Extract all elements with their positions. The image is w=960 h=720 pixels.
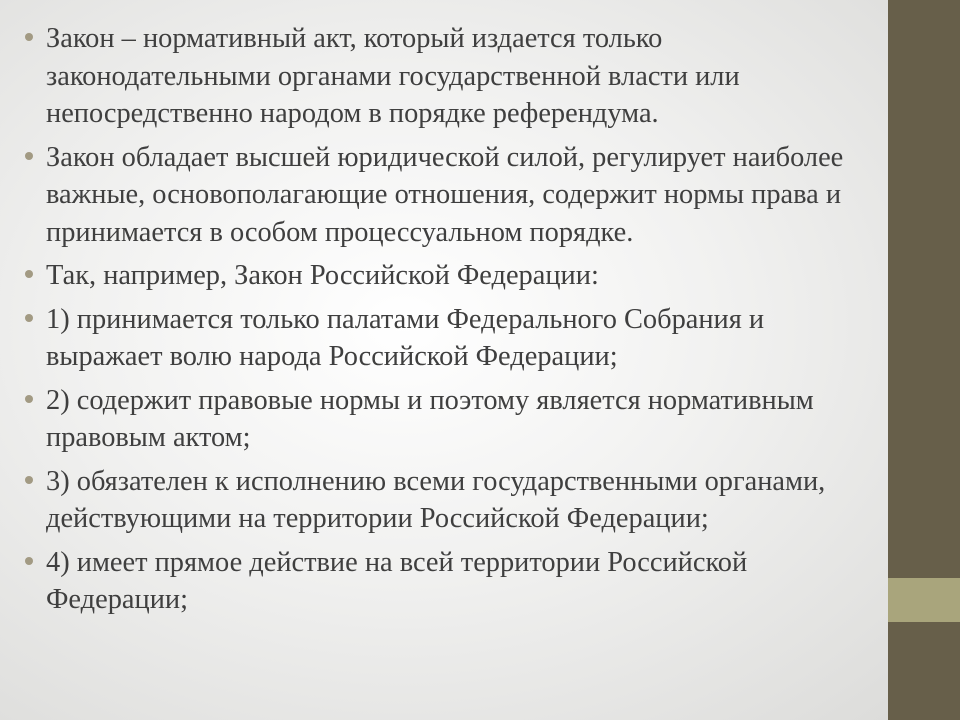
bullet-text: 1) принимается только палатами Федерального Собрания и выражает волю народа Российской Федерации; xyxy=(46,303,765,372)
bullet-item-legal-force xyxy=(24,139,870,252)
bullet-dot-icon xyxy=(25,152,33,160)
bullet-item-point-3 xyxy=(24,463,870,538)
bullet-text: Закон – нормативный акт, который издается только законодательными органами государственной власти или непосредственно народом в порядке референдума. xyxy=(46,23,740,129)
bullet-text: Закон обладает высшей юридической силой, регулирует наиболее важные, основополагающие отношения, содержит нормы права и принимается в особом процессуальном порядке. xyxy=(46,141,844,248)
bullet-dot-icon xyxy=(25,33,33,41)
bullet-item-example-intro xyxy=(24,257,870,295)
bullet-text: Так, например, Закон Российской Федерации: xyxy=(46,260,599,291)
bullet-item-point-4 xyxy=(24,544,870,619)
bullet-dot-icon xyxy=(25,557,33,565)
bullet-text: 4) имеет прямое действие на всей территории Российской Федерации; xyxy=(46,546,748,615)
bullet-text: 2) содержит правовые нормы и поэтому является нормативным правовым актом; xyxy=(46,384,814,453)
sidebar-accent-block xyxy=(888,578,960,622)
bullet-item-point-1 xyxy=(24,301,870,376)
bullet-item-point-2 xyxy=(24,382,870,457)
bullet-dot-icon xyxy=(25,314,33,322)
bullet-item-law-definition xyxy=(24,20,870,133)
slide-content xyxy=(24,20,870,625)
bullet-list xyxy=(24,20,870,619)
bullet-dot-icon xyxy=(25,270,33,278)
bullet-dot-icon xyxy=(25,395,33,403)
bullet-text: 3) обязателен к исполнению всеми государственными органами, действующими на территории Российской Федерации; xyxy=(46,465,826,534)
bullet-dot-icon xyxy=(25,476,33,484)
